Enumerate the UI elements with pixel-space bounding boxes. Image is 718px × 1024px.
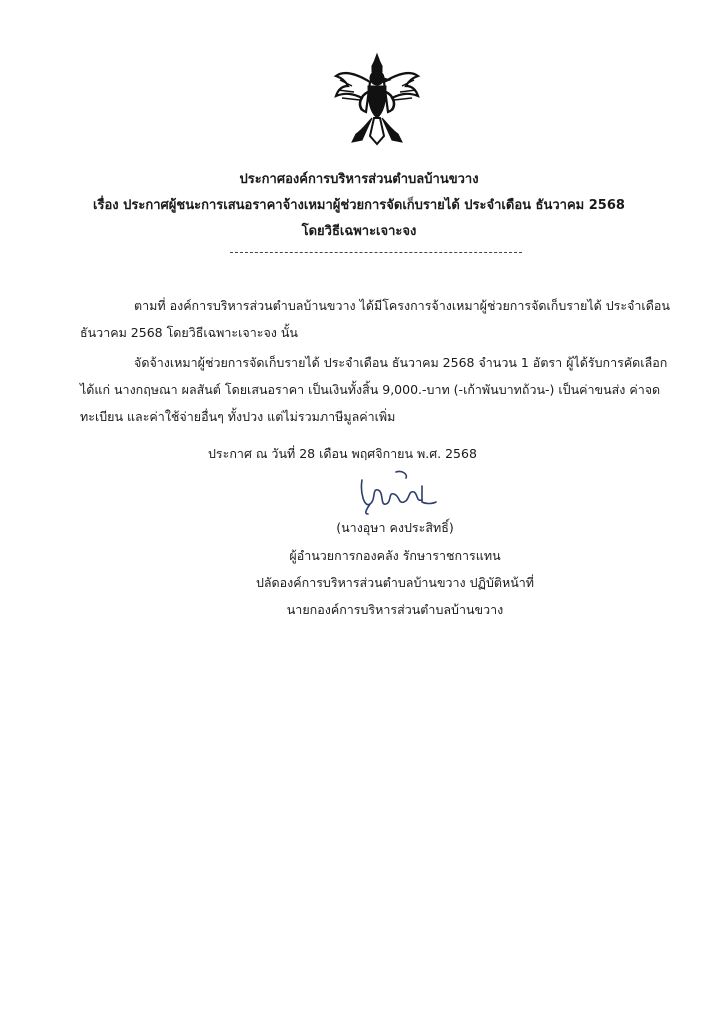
announcement-date: ประกาศ ณ วันที่ 28 เดือน พฤศจิกายน พ.ศ. 2568 bbox=[208, 446, 477, 461]
handwritten-signature-icon bbox=[356, 468, 442, 516]
announcement-method: โดยวิธีเฉพาะเจาะจง bbox=[301, 224, 417, 239]
paragraph-2-line-2: ได้แก่ นางกฤษณา ผลสันต์ โดยเสนอราคา เป็นเงินทั้งสิ้น 9,000.-บาท (-เก้าพันบาทถ้วน-) เป็นค่าขนส่ง ค่าจด bbox=[80, 382, 661, 397]
signer-position-1: ผู้อำนวยการกองคลัง รักษาราชการแทน bbox=[289, 548, 501, 563]
paragraph-1-line-2: ธันวาคม 2568 โดยวิธีเฉพาะเจาะจง นั้น bbox=[80, 325, 298, 340]
header-divider bbox=[230, 252, 522, 253]
paragraph-2-line-3: ทะเบียน และค่าใช้จ่ายอื่นๆ ทั้งปวง แต่ไม่รวมภาษีมูลค่าเพิ่ม bbox=[80, 409, 396, 424]
announcement-title: ประกาศองค์การบริหารส่วนตำบลบ้านขวาง bbox=[239, 172, 479, 187]
paragraph-1-line-1: ตามที่ องค์การบริหารส่วนตำบลบ้านขวาง ได้มีโครงการจ้างเหมาผู้ช่วยการจัดเก็บรายได้ ประจำเดือน bbox=[134, 298, 670, 313]
signer-name: (นางอุษา คงประสิทธิ์) bbox=[336, 520, 454, 535]
signer-position-3: นายกองค์การบริหารส่วนตำบลบ้านขวาง bbox=[286, 602, 504, 617]
garuda-emblem-icon bbox=[332, 52, 422, 148]
signer-position-2: ปลัดองค์การบริหารส่วนตำบลบ้านขวาง ปฏิบัติหน้าที่ bbox=[255, 575, 535, 590]
paragraph-2-line-1: จัดจ้างเหมาผู้ช่วยการจัดเก็บรายได้ ประจำเดือน ธันวาคม 2568 จำนวน 1 อัตรา ผู้ได้รับการคัดเลือก bbox=[134, 355, 668, 370]
announcement-subject: เรื่อง ประกาศผู้ชนะการเสนอราคาจ้างเหมาผู้ช่วยการจัดเก็บรายได้ ประจำเดือน ธันวาคม 2568 bbox=[93, 198, 625, 213]
